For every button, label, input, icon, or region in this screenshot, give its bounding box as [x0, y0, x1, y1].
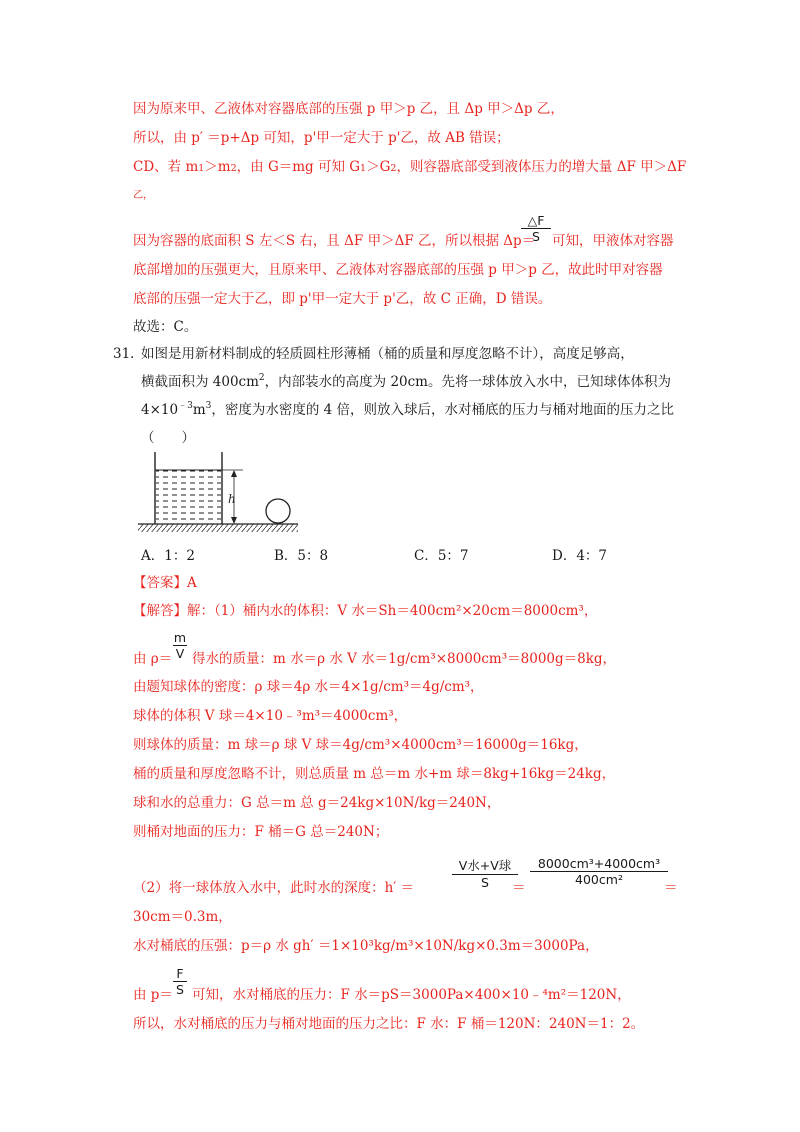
- fraction-volume-over-area: [452, 856, 518, 890]
- solution-line: 因为原来甲、乙液体对容器底部的压强 p 甲＞p 乙，且 Δp 甲＞Δp 乙，: [133, 101, 564, 117]
- question-number: 31．: [113, 346, 144, 362]
- question-text: 横截面积为 $400cm^2$，内部装水的高度为 20cm。先将一球体放入水中，已知球体体积为: [141, 373, 671, 390]
- analysis-line: 球体的体积 V 球＝4×10﹣³m³＝4000cm³，: [133, 708, 408, 724]
- analysis-line: 可知，水对桶底的压力：F 水＝pS＝3000Pa×400×10﹣⁴m²＝120N，: [192, 987, 631, 1003]
- solution-line: 可知，甲液体对容器: [552, 233, 674, 249]
- fraction-denominator: S: [481, 875, 489, 890]
- analysis-line: 球和水的总重力：G 总＝m 总 g＝24kg×10N/kg＝240N，: [133, 795, 501, 811]
- solution-line: CD、若 m1＞m2，由 G＝mg 可知 G1＞G2，则容器底部受到液体压力的增大量 ΔF 甲＞ΔF: [133, 159, 687, 175]
- question-blank: （ ）: [141, 430, 195, 446]
- analysis-line: 则桶对地面的压力：F 桶＝G 总＝240N；: [133, 824, 389, 840]
- option-d: D．4：7: [552, 548, 608, 564]
- analysis-line: 由题知球体的密度：ρ 球＝4ρ 水＝4×1g/cm³＝4g/cm³，: [133, 679, 484, 695]
- analysis-line: 桶的质量和厚度忽略不计，则总质量 m 总＝m 水+m 球＝8kg+16kg＝24kg，: [133, 766, 616, 782]
- analysis-line: 则球体的质量：m 球＝ρ 球 V 球＝4g/cm³×4000cm³＝16000g＝16kg，: [133, 737, 588, 753]
- answer-label: 【答案】A: [133, 575, 197, 591]
- solution-line: 因为容器的底面积 S 左＜S 右，且 ΔF 甲＞ΔF 乙，所以根据 Δp＝: [133, 233, 536, 249]
- analysis-line: 得水的质量：m 水＝ρ 水 V 水＝1g/cm³×8000cm³＝8000g＝8kg，: [192, 651, 617, 667]
- analysis-line: 由 ρ＝: [133, 651, 173, 667]
- fraction-denominator: 400cm²: [575, 872, 623, 887]
- final-choice-line: 故选：C。: [133, 319, 198, 335]
- water: [155, 470, 222, 523]
- analysis-line: 所以，水对桶底的压力与桶对地面的压力之比：F 水：F 桶＝120N：240N＝1：2。: [133, 1016, 645, 1032]
- fraction-m-over-v: [173, 630, 187, 661]
- ball: [266, 499, 290, 523]
- bucket-ball-figure: [135, 450, 305, 535]
- analysis-line: 由 p＝: [133, 987, 173, 1003]
- analysis-line: 30cm＝0.3m，: [133, 909, 232, 925]
- height-label: h: [228, 492, 236, 506]
- ground: [138, 524, 298, 532]
- option-c: C．5：7: [414, 548, 469, 564]
- fraction-f-over-s: [173, 966, 187, 997]
- solution-line: 所以，由 p′ ＝p+Δp 可知，p'甲一定大于 p'乙，故 AB 错误；: [133, 130, 510, 146]
- analysis-line: （2）将一球体放入水中，此时水的深度：h′ ＝: [133, 880, 415, 896]
- solution-line: 底部增加的压强更大，且原来甲、乙液体对容器底部的压强 p 甲＞p 乙，故此时甲对容器: [133, 262, 663, 278]
- fraction-numerator: 8000cm³+4000cm³: [537, 856, 661, 871]
- equals-sign: ＝: [664, 880, 678, 896]
- fraction-numeric: [530, 856, 668, 887]
- question-text: $4\times 10^{﹣3}m^3$，密度为水密度的 4 倍，则放入球后，水对桶底的压力与桶对地面的压力之比: [141, 401, 675, 418]
- fraction-numerator: △F: [527, 213, 545, 228]
- equals-sign: ＝: [512, 880, 526, 896]
- fraction-numerator: V水+V球: [458, 858, 512, 873]
- option-b: B．5：8: [274, 548, 329, 564]
- solution-line: 底部的压强一定大于乙，即 p'甲一定大于 p'乙，故 C 正确，D 错误。: [133, 291, 552, 307]
- fraction-denominator: S: [176, 982, 184, 997]
- question-text: 如图是用新材料制成的轻质圆柱形薄桶（桶的质量和厚度忽略不计），高度足够高，: [141, 346, 634, 362]
- solution-line: 乙，: [133, 190, 153, 201]
- fraction-numerator: F: [176, 966, 184, 981]
- fraction-numerator: m: [173, 630, 187, 645]
- analysis-line: 水对桶底的压强：p＝ρ 水 gh′ ＝1×10³kg/m³×10N/kg×0.3m＝3000Pa，: [133, 938, 599, 954]
- analysis-line: 【解答】解：（1）桶内水的体积：V 水＝Sh＝400cm²×20cm＝8000cm³，: [133, 603, 598, 619]
- option-a: A．1：2: [141, 548, 195, 564]
- fraction-denominator: S: [532, 229, 540, 244]
- fraction-denominator: V: [175, 646, 185, 661]
